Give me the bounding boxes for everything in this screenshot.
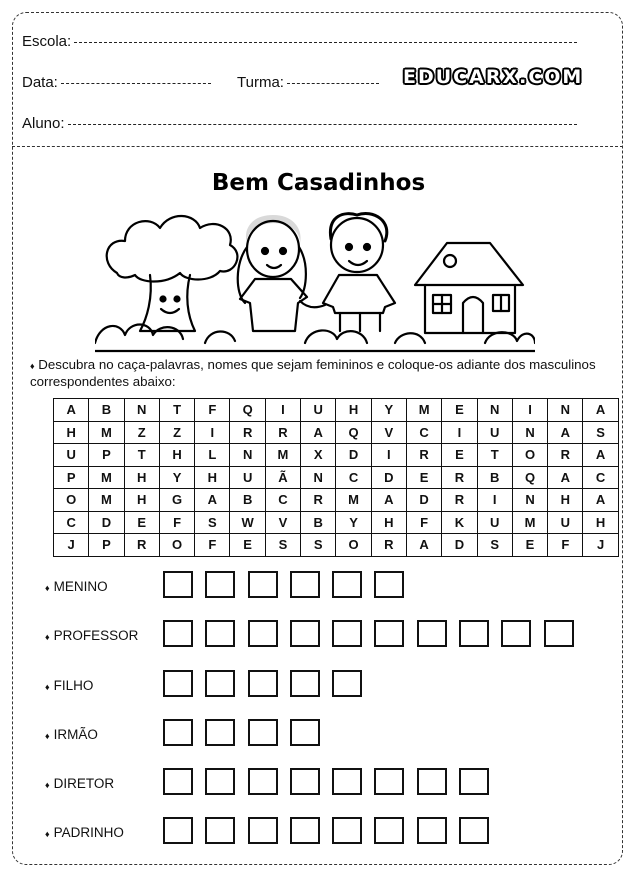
grid-cell[interactable]: J — [54, 534, 89, 557]
answer-box[interactable] — [544, 620, 574, 647]
word-text: PADRINHO — [53, 825, 124, 840]
class-field — [237, 74, 379, 91]
tree-trunk — [140, 275, 195, 331]
answer-box[interactable] — [163, 768, 193, 795]
grid-cell[interactable]: D — [406, 489, 441, 512]
answer-box[interactable] — [417, 817, 447, 844]
grid-cell[interactable]: B — [301, 511, 336, 534]
grid-cell[interactable]: Z — [124, 421, 159, 444]
word-text: MENINO — [53, 579, 108, 594]
instruction-bullet: ♦ — [30, 361, 35, 371]
grid-cell[interactable]: O — [336, 534, 371, 557]
answer-box[interactable] — [374, 768, 404, 795]
grid-cell[interactable]: U — [54, 444, 89, 467]
grid-cell[interactable]: N — [512, 489, 547, 512]
grid-cell[interactable]: N — [124, 399, 159, 422]
grid-cell[interactable]: R — [371, 534, 406, 557]
student-field — [22, 115, 577, 132]
girl-dress — [240, 279, 307, 331]
answer-box[interactable] — [332, 571, 362, 598]
page-title: Bem Casadinhos — [211, 170, 426, 196]
grid-cell[interactable]: B — [477, 466, 512, 489]
answer-box[interactable] — [374, 620, 404, 647]
answer-box[interactable] — [374, 817, 404, 844]
answer-box[interactable] — [290, 768, 320, 795]
answer-box[interactable] — [290, 817, 320, 844]
class-label: Turma: — [237, 74, 284, 91]
house-roof — [415, 243, 523, 285]
answer-boxes — [163, 719, 332, 746]
grid-cell[interactable]: H — [124, 489, 159, 512]
bullet-icon: ♦ — [45, 780, 50, 790]
grid-cell[interactable]: S — [265, 534, 300, 557]
grid-cell[interactable]: R — [442, 466, 477, 489]
grid-cell[interactable]: F — [195, 399, 230, 422]
grid-cell[interactable]: A — [583, 444, 618, 467]
grid-cell[interactable]: U — [230, 466, 265, 489]
header-separator — [12, 146, 623, 147]
grid-cell[interactable]: A — [371, 489, 406, 512]
grid-cell[interactable]: I — [477, 489, 512, 512]
answer-box[interactable] — [205, 670, 235, 697]
answer-box[interactable] — [205, 768, 235, 795]
answer-box[interactable] — [459, 620, 489, 647]
grid-cell[interactable]: S — [195, 511, 230, 534]
school-label: Escola: — [22, 33, 72, 50]
answer-box[interactable] — [248, 768, 278, 795]
answer-boxes — [163, 620, 586, 647]
grid-cell[interactable]: M — [406, 399, 441, 422]
boy-shirt — [323, 275, 395, 313]
grid-cell[interactable]: O — [159, 534, 194, 557]
grid-cell[interactable]: U — [548, 511, 583, 534]
grid-cell[interactable]: M — [512, 511, 547, 534]
grid-cell[interactable]: Y — [371, 399, 406, 422]
grid-cell[interactable]: L — [195, 444, 230, 467]
grid-cell[interactable]: O — [54, 489, 89, 512]
answer-boxes — [163, 670, 374, 697]
grid-cell[interactable]: R — [406, 444, 441, 467]
grid-cell[interactable]: E — [512, 534, 547, 557]
grid-cell[interactable]: Q — [336, 421, 371, 444]
answer-box[interactable] — [290, 719, 320, 746]
answer-box[interactable] — [248, 620, 278, 647]
grid-cell[interactable]: D — [89, 511, 124, 534]
school-input-line[interactable] — [74, 42, 577, 43]
grid-cell[interactable]: M — [89, 421, 124, 444]
grid-cell[interactable]: H — [548, 489, 583, 512]
grid-cell[interactable]: H — [583, 511, 618, 534]
word-text: PROFESSOR — [53, 628, 139, 643]
grid-cell[interactable]: Y — [336, 511, 371, 534]
grid-cell[interactable]: R — [124, 534, 159, 557]
grid-cell[interactable]: H — [195, 466, 230, 489]
answer-box[interactable] — [290, 620, 320, 647]
answer-box[interactable] — [332, 768, 362, 795]
word-label — [45, 727, 98, 742]
grid-cell[interactable]: F — [406, 511, 441, 534]
grid-cell[interactable]: A — [301, 421, 336, 444]
grid-cell[interactable]: B — [230, 489, 265, 512]
grid-cell[interactable]: X — [301, 444, 336, 467]
grid-cell[interactable]: C — [406, 421, 441, 444]
tree-canopy — [107, 216, 238, 282]
grid-cell[interactable]: H — [124, 466, 159, 489]
student-label: Aluno: — [22, 115, 65, 132]
grid-cell[interactable]: R — [265, 421, 300, 444]
grid-cell[interactable]: I — [371, 444, 406, 467]
school-field — [22, 33, 577, 50]
instruction-body: Descubra no caça-palavras, nomes que sejam femininos e coloque-os adiante dos masculinos correspondentes abaixo: — [30, 357, 596, 389]
word-search-grid — [53, 398, 619, 557]
grid-cell[interactable]: A — [406, 534, 441, 557]
grid-cell[interactable]: E — [230, 534, 265, 557]
grid-cell[interactable]: U — [477, 421, 512, 444]
answer-box[interactable] — [248, 719, 278, 746]
grid-cell[interactable]: A — [195, 489, 230, 512]
grid-cell[interactable]: A — [548, 466, 583, 489]
grid-cell[interactable]: E — [124, 511, 159, 534]
answer-boxes — [163, 817, 501, 844]
answer-box[interactable] — [501, 620, 531, 647]
grid-cell[interactable]: O — [512, 444, 547, 467]
grid-row — [54, 511, 619, 534]
grid-cell[interactable]: A — [583, 489, 618, 512]
grid-cell[interactable]: R — [301, 489, 336, 512]
answer-boxes — [163, 768, 501, 795]
grid-cell[interactable]: H — [371, 511, 406, 534]
grid-cell[interactable]: R — [230, 421, 265, 444]
bullet-icon: ♦ — [45, 583, 50, 593]
grid-row — [54, 399, 619, 422]
grid-cell[interactable]: V — [265, 511, 300, 534]
answer-box[interactable] — [459, 768, 489, 795]
bullet-icon: ♦ — [45, 632, 50, 642]
grid-cell[interactable]: I — [195, 421, 230, 444]
grid-row — [54, 444, 619, 467]
grid-cell[interactable]: W — [230, 511, 265, 534]
grid-cell[interactable]: S — [301, 534, 336, 557]
grid-row — [54, 489, 619, 512]
grid-cell[interactable]: T — [124, 444, 159, 467]
bullet-icon: ♦ — [45, 682, 50, 692]
grid-row — [54, 534, 619, 557]
grid-cell[interactable]: N — [512, 421, 547, 444]
grid-cell[interactable]: T — [477, 444, 512, 467]
grid-row — [54, 466, 619, 489]
grid-cell[interactable]: Q — [512, 466, 547, 489]
grid-cell[interactable]: E — [442, 444, 477, 467]
grid-cell[interactable]: M — [89, 466, 124, 489]
grid-cell[interactable]: F — [548, 534, 583, 557]
grid-cell[interactable]: C — [583, 466, 618, 489]
answer-box[interactable] — [163, 817, 193, 844]
grid-cell[interactable]: R — [442, 489, 477, 512]
answer-box[interactable] — [248, 817, 278, 844]
grid-cell[interactable]: B — [89, 399, 124, 422]
grid-cell[interactable]: U — [301, 399, 336, 422]
grid-cell[interactable]: P — [89, 534, 124, 557]
answer-box[interactable] — [248, 571, 278, 598]
instruction-text — [30, 357, 615, 389]
grid-cell[interactable]: D — [371, 466, 406, 489]
grid-cell[interactable]: I — [442, 421, 477, 444]
grid-cell[interactable]: D — [442, 534, 477, 557]
grid-cell[interactable]: C — [265, 489, 300, 512]
grid-cell[interactable]: J — [583, 534, 618, 557]
word-label — [45, 579, 108, 594]
grid-cell[interactable]: N — [548, 399, 583, 422]
grid-cell[interactable]: Y — [159, 466, 194, 489]
grid-cell[interactable]: F — [195, 534, 230, 557]
grid-cell[interactable]: R — [548, 444, 583, 467]
grid-row — [54, 421, 619, 444]
word-label — [45, 776, 114, 791]
answer-box[interactable] — [332, 817, 362, 844]
answer-box[interactable] — [205, 571, 235, 598]
date-field — [22, 74, 211, 91]
word-label — [45, 628, 138, 643]
answer-boxes — [163, 571, 417, 598]
bullet-icon: ♦ — [45, 731, 50, 741]
answer-box[interactable] — [163, 571, 193, 598]
answer-box[interactable] — [248, 670, 278, 697]
answer-box[interactable] — [163, 620, 193, 647]
grid-cell[interactable]: Ã — [265, 466, 300, 489]
grid-cell[interactable]: D — [336, 444, 371, 467]
grid-cell[interactable]: S — [583, 421, 618, 444]
word-label — [45, 678, 93, 693]
answer-box[interactable] — [205, 719, 235, 746]
grid-cell[interactable]: N — [477, 399, 512, 422]
grid-cell[interactable]: K — [442, 511, 477, 534]
answer-box[interactable] — [205, 817, 235, 844]
grid-cell[interactable]: V — [371, 421, 406, 444]
word-text: FILHO — [53, 678, 94, 693]
grid-cell[interactable]: A — [548, 421, 583, 444]
word-label — [45, 825, 124, 840]
grid-cell[interactable]: E — [442, 399, 477, 422]
grid-cell[interactable]: H — [159, 444, 194, 467]
grid-cell[interactable]: I — [512, 399, 547, 422]
answer-box[interactable] — [459, 817, 489, 844]
grid-cell[interactable]: H — [54, 421, 89, 444]
grid-cell[interactable]: Q — [230, 399, 265, 422]
grid-cell[interactable]: G — [159, 489, 194, 512]
answer-box[interactable] — [374, 571, 404, 598]
class-input-line[interactable] — [287, 83, 379, 84]
grid-cell[interactable]: U — [477, 511, 512, 534]
brand-logo: EDUCARX.COM — [403, 66, 584, 88]
grid-cell[interactable]: A — [583, 399, 618, 422]
student-input-line[interactable] — [68, 124, 577, 125]
grid-cell[interactable]: A — [54, 399, 89, 422]
word-text: IRMÃO — [53, 727, 98, 742]
grid-cell[interactable]: C — [54, 511, 89, 534]
grid-cell[interactable]: Z — [159, 421, 194, 444]
grid-cell[interactable]: M — [336, 489, 371, 512]
answer-box[interactable] — [332, 670, 362, 697]
answer-box[interactable] — [290, 670, 320, 697]
couple-illustration — [95, 203, 535, 355]
grid-cell[interactable]: F — [159, 511, 194, 534]
answer-box[interactable] — [417, 620, 447, 647]
grid-cell[interactable]: I — [265, 399, 300, 422]
grid-cell[interactable]: P — [54, 466, 89, 489]
answer-box[interactable] — [205, 620, 235, 647]
answer-box[interactable] — [417, 768, 447, 795]
date-input-line[interactable] — [61, 83, 211, 84]
grid-cell[interactable]: E — [406, 466, 441, 489]
grid-cell[interactable]: H — [336, 399, 371, 422]
answer-box[interactable] — [163, 670, 193, 697]
grid-cell[interactable]: C — [336, 466, 371, 489]
answer-box[interactable] — [290, 571, 320, 598]
date-label: Data: — [22, 74, 58, 91]
answer-box[interactable] — [163, 719, 193, 746]
grid-cell[interactable]: P — [89, 444, 124, 467]
answer-box[interactable] — [332, 620, 362, 647]
grid-cell[interactable]: N — [230, 444, 265, 467]
bullet-icon: ♦ — [45, 829, 50, 839]
grid-cell[interactable]: M — [265, 444, 300, 467]
grid-cell[interactable]: T — [159, 399, 194, 422]
grid-cell[interactable]: S — [477, 534, 512, 557]
grid-cell[interactable]: M — [89, 489, 124, 512]
grid-cell[interactable]: N — [301, 466, 336, 489]
word-text: DIRETOR — [53, 776, 115, 791]
